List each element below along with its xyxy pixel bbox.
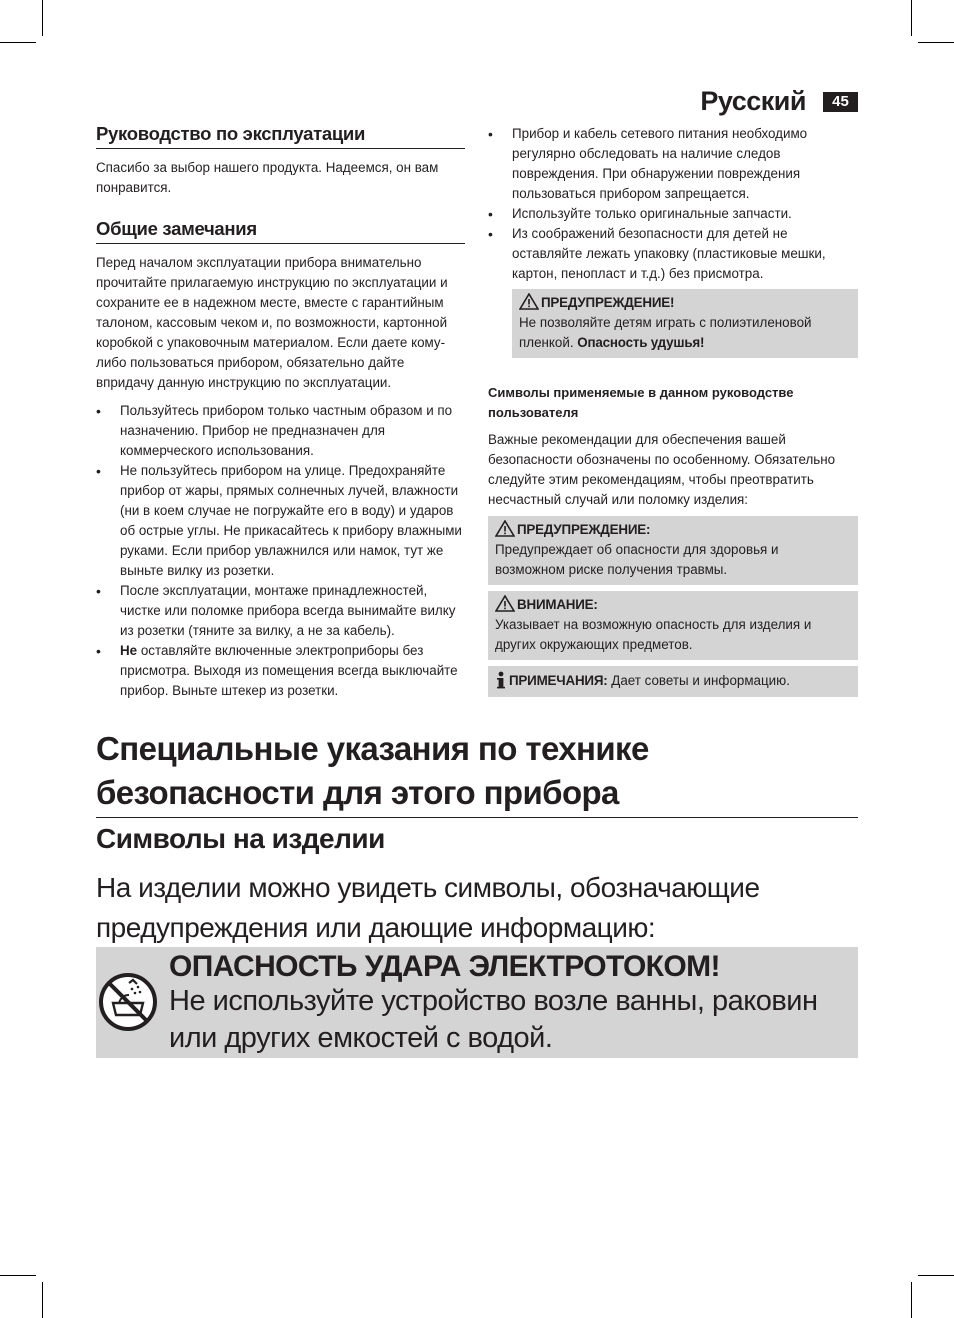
bullet-text: оставляйте включенные электроприборы без присмотра. Выходя из помещения всегда выключайте прибор. Выньте штекер из розетки. (120, 643, 458, 698)
crop-mark (0, 42, 36, 43)
warning-text: Предупреждает об опасности для здоровья и возможном риске получения травмы. (495, 542, 779, 577)
symbols-text: Важные рекомендации для обеспечения вашей безопасности обозначены по особенному. Обязательно следуйте этим рекомендациям, чтобы преотвратить несчастный случай или поломку изделия: (488, 432, 836, 507)
list-item: • Не пользуйтесь прибором на улице. Предохраняйте прибор от жары, прямых солнечных лучей, влажности (ни в коем случае не погружайте его в воду) и ударов об острые углы. Не прикасайтесь к прибору влажными руками. Если прибор увлажнился или намок, тут же выньте вилку из розетки. (96, 461, 465, 581)
crop-mark (42, 0, 43, 36)
crop-mark (911, 1282, 912, 1318)
crop-mark (918, 1275, 954, 1276)
crop-mark (0, 1275, 36, 1276)
danger-title: ОПАСНОСТЬ УДАРА ЭЛЕКТРОТОКОМ! (169, 950, 720, 983)
section-text-general: Перед началом эксплуатации прибора внимательно прочитайте прилагаемую инструкцию по эксплуатации и сохраните ее в надежном месте, вместе с гарантийным талоном, кассовым чеком и, по возможности, картонной коробкой с упаковочным материалом. Если даете кому-либо пользоваться прибором, обязательно дайте впридачу данную инструкцию по эксплуатации. (96, 255, 448, 390)
caution-box-legend (488, 591, 858, 660)
warning-text: Не позволяйте детям играть с полиэтиленовой пленкой. (519, 315, 812, 350)
warning-triangle-icon (495, 595, 515, 612)
warning-title: ПРЕДУПРЕЖДЕНИЕ: (517, 522, 651, 537)
warning-emphasis: Опасность удушья! (577, 335, 705, 350)
list-item: • Из соображений безопасности для детей не оставляйте лежать упаковку (пластиковые мешки, картон, пенопласт и т.д.) без присмотра. (488, 224, 858, 284)
list-item: • Пользуйтесь прибором только частным образом и по назначению. Прибор не предназначен для коммерческого использования. (96, 401, 465, 461)
warning-triangle-icon (519, 293, 539, 310)
crop-mark (911, 0, 912, 36)
note-title: ПРИМЕЧАНИЯ: (509, 673, 608, 688)
warning-box-suffocation (512, 289, 858, 358)
bullet-list-right (488, 124, 858, 284)
section-subtitle: Символы на изделии (96, 823, 385, 854)
note-box-legend (488, 666, 858, 697)
section-title-manual: Руководство по эксплуатации (96, 124, 465, 149)
warning-title: ПРЕДУПРЕЖДЕНИЕ! (541, 295, 675, 310)
caution-text: Указывает на возможную опасность для изделия и других окружающих предметов. (495, 617, 812, 652)
info-icon (495, 671, 507, 689)
language-label: Русский (700, 86, 806, 116)
section-text-thanks: Спасибо за выбор нашего продукта. Надеемся, он вам понравится. (96, 160, 439, 195)
danger-text: Не используйте устройство возле ванны, раковин или других емкостей с водой. (169, 985, 818, 1054)
section-title-general: Общие замечания (96, 219, 465, 244)
list-item: • Используйте только оригинальные запчасти. (488, 204, 858, 224)
crop-mark (918, 42, 954, 43)
warning-box-legend (488, 516, 858, 585)
page-number: 45 (823, 92, 858, 112)
symbols-title: Символы применяемые в данном руководстве пользователя (488, 385, 794, 420)
bullet-list-left (96, 401, 465, 701)
no-bathtub-icon (99, 973, 157, 1031)
caution-title: ВНИМАНИЕ: (517, 597, 598, 612)
note-text: Дает советы и информацию. (607, 673, 790, 688)
left-column (96, 124, 465, 701)
page-title: Специальные указания по технике безопасности для этого прибора (96, 727, 858, 818)
list-item: • Прибор и кабель сетевого питания необходимо регулярно обследовать на наличие следов повреждения. При обнаружении повреждения пользоваться прибором запрещается. (488, 124, 858, 204)
bullet-bold-word: Не (120, 643, 138, 658)
crop-mark (42, 1282, 43, 1318)
right-column (488, 124, 858, 697)
danger-box (96, 947, 858, 1058)
warning-triangle-icon (495, 520, 515, 537)
intro-text: На изделии можно увидеть символы, обозначающие предупреждения или дающие информацию: (96, 872, 760, 943)
list-item (96, 641, 465, 701)
list-item: • После эксплуатации, монтаже принадлежностей, чистке или поломке прибора всегда вынимайте вилку из розетки (тяните за вилку, а не за кабель). (96, 581, 465, 641)
